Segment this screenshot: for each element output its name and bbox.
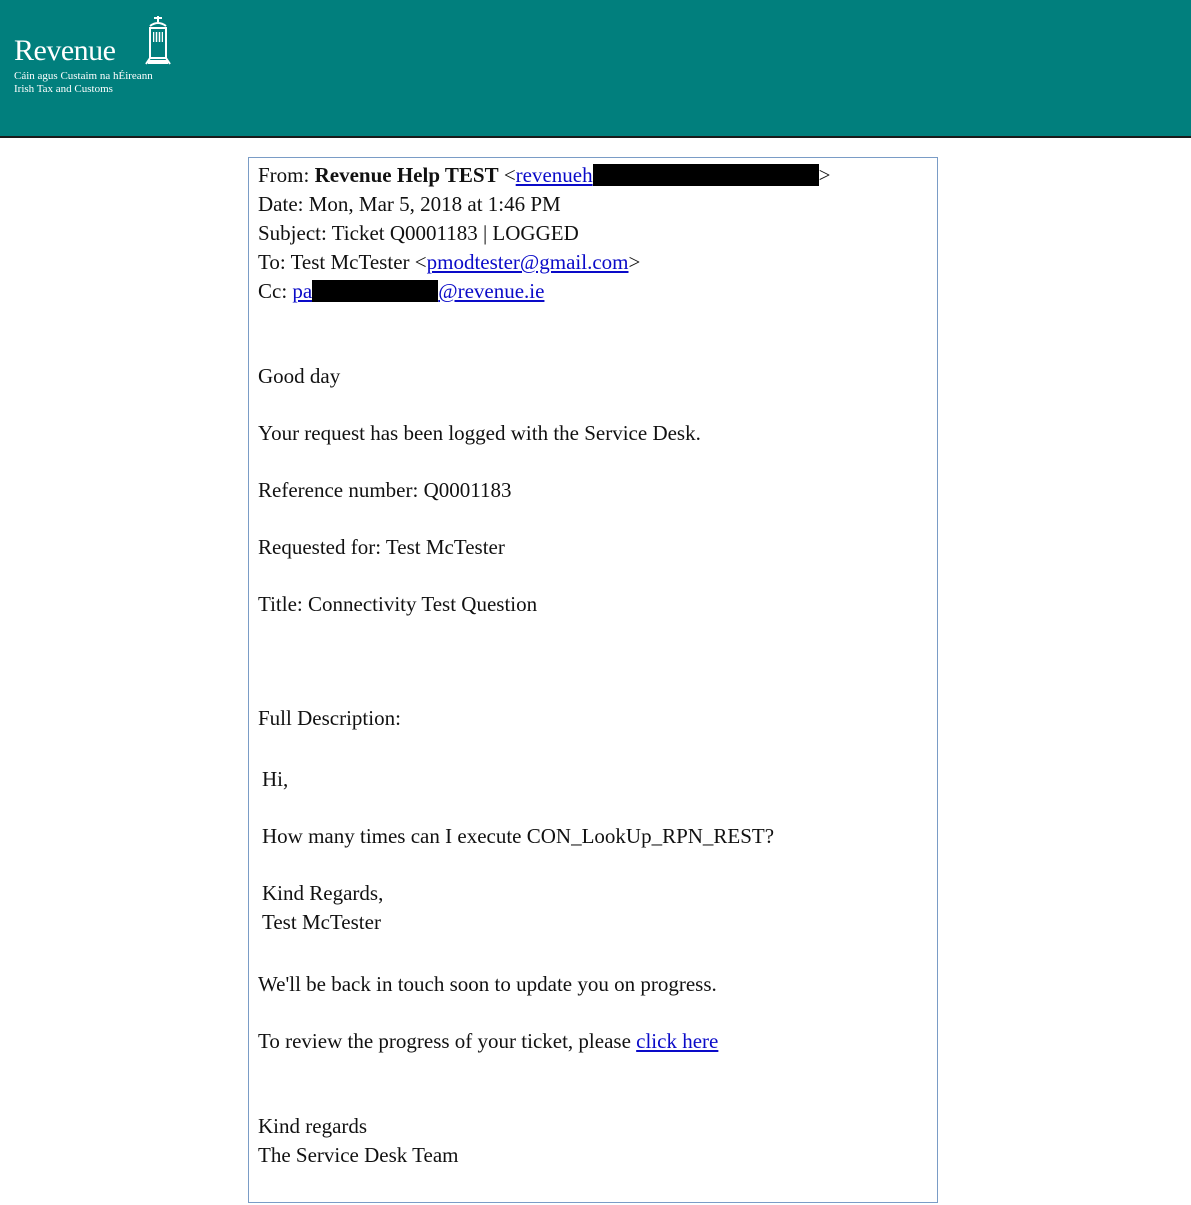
logo-wordmark: Revenue [14,34,116,67]
click-here-link[interactable]: click here [636,1029,719,1053]
logo-irish-text: Cáin agus Custaim na hÉireann [14,70,153,82]
review-progress-line [258,1029,718,1053]
cc-label: Cc: [258,279,288,303]
team-signature-text: The Service Desk Team [258,1143,459,1167]
back-in-touch-text: We'll be back in touch soon to update you on progress. [258,972,717,996]
subject-line: Subject: Ticket Q0001183 | LOGGED [258,221,579,245]
to-email-link[interactable]: pmodtester@gmail.com [426,250,629,274]
email-body-panel [248,157,938,1203]
to-suffix: > [628,250,641,274]
cc-line [258,279,544,303]
from-line [258,163,830,187]
review-progress-text: To review the progress of your ticket, please [258,1029,637,1053]
signoff-text: Kind regards [258,1114,368,1138]
full-description-label: Full Description: [258,706,401,730]
to-line [258,250,640,274]
redaction-bar [312,280,438,302]
from-close-bracket: > [818,163,831,187]
requested-for-text: Requested for: Test McTester [258,535,505,559]
ticket-title-text: Title: Connectivity Test Question [258,592,538,616]
cc-email-link[interactable]: pa @revenue.ie [292,279,545,303]
description-question: How many times can I execute CON_LookUp_RPN_REST? [262,824,775,848]
description-name: Test McTester [262,910,381,934]
revenue-logo [14,14,184,98]
greeting-text: Good day [258,364,341,388]
harp-icon [142,14,174,66]
from-email-link[interactable]: revenueh [516,163,819,187]
reference-number-text: Reference number: Q0001183 [258,478,512,502]
from-label: From: [258,163,310,187]
logo-english-text: Irish Tax and Customs [14,83,113,95]
redaction-bar [593,164,819,186]
revenue-header-banner [0,0,1191,138]
date-line: Date: Mon, Mar 5, 2018 at 1:46 PM [258,192,561,216]
from-sender-name: Revenue Help TEST [314,163,499,187]
to-prefix: To: Test McTester < [258,250,427,274]
description-greeting: Hi, [262,767,289,791]
description-regards: Kind Regards, [262,881,384,905]
logged-text: Your request has been logged with the Service Desk. [258,421,701,445]
from-open-bracket: < [503,163,516,187]
